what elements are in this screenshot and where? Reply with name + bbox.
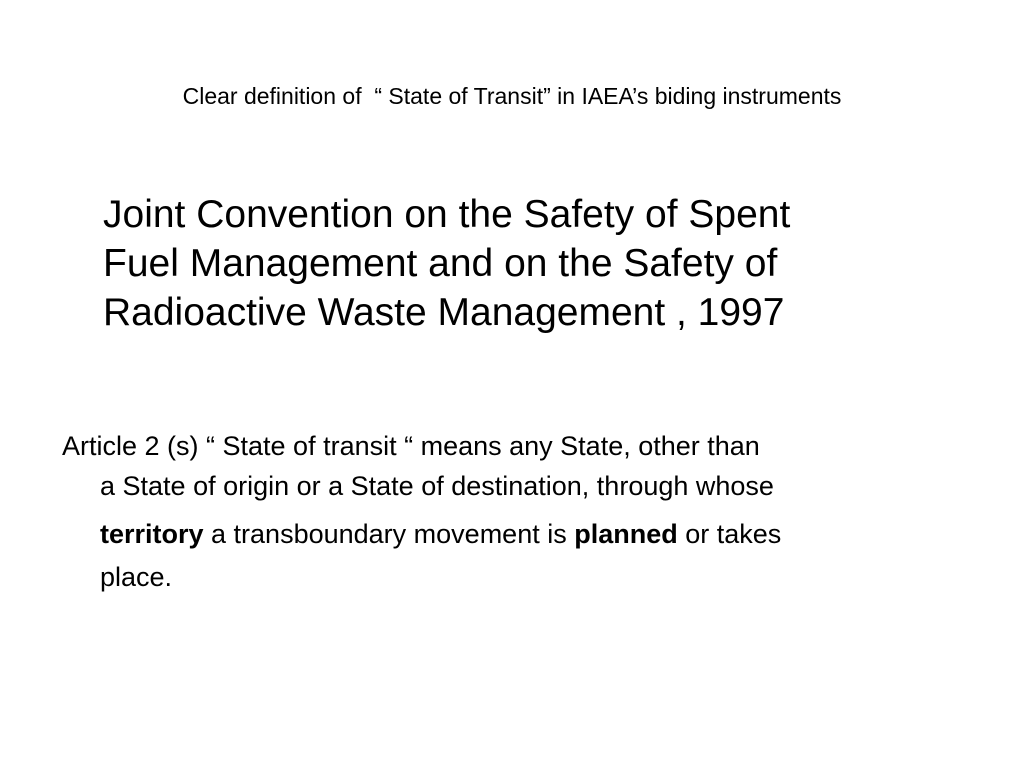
article-line: a State of origin or a State of destination, through whose	[100, 471, 774, 501]
convention-heading	[103, 190, 963, 337]
article-line: place.	[100, 562, 173, 592]
term-territory: territory	[100, 519, 204, 549]
article-text: or takes	[677, 519, 782, 549]
article-line	[62, 506, 982, 562]
slide-title: Clear definition of “ State of Transit” in IAEA’s biding instruments	[182, 83, 842, 109]
heading-line: Radioactive Waste Management , 1997	[103, 291, 785, 334]
term-planned: planned	[574, 519, 678, 549]
article-line: Article 2 (s) “ State of transit “ means any State, other than	[62, 431, 760, 461]
article-definition	[62, 426, 982, 592]
heading-line: Fuel Management and on the Safety of	[103, 242, 778, 285]
heading-line: Joint Convention on the Safety of Spent	[103, 193, 791, 236]
article-text: a transboundary movement is	[203, 519, 575, 549]
